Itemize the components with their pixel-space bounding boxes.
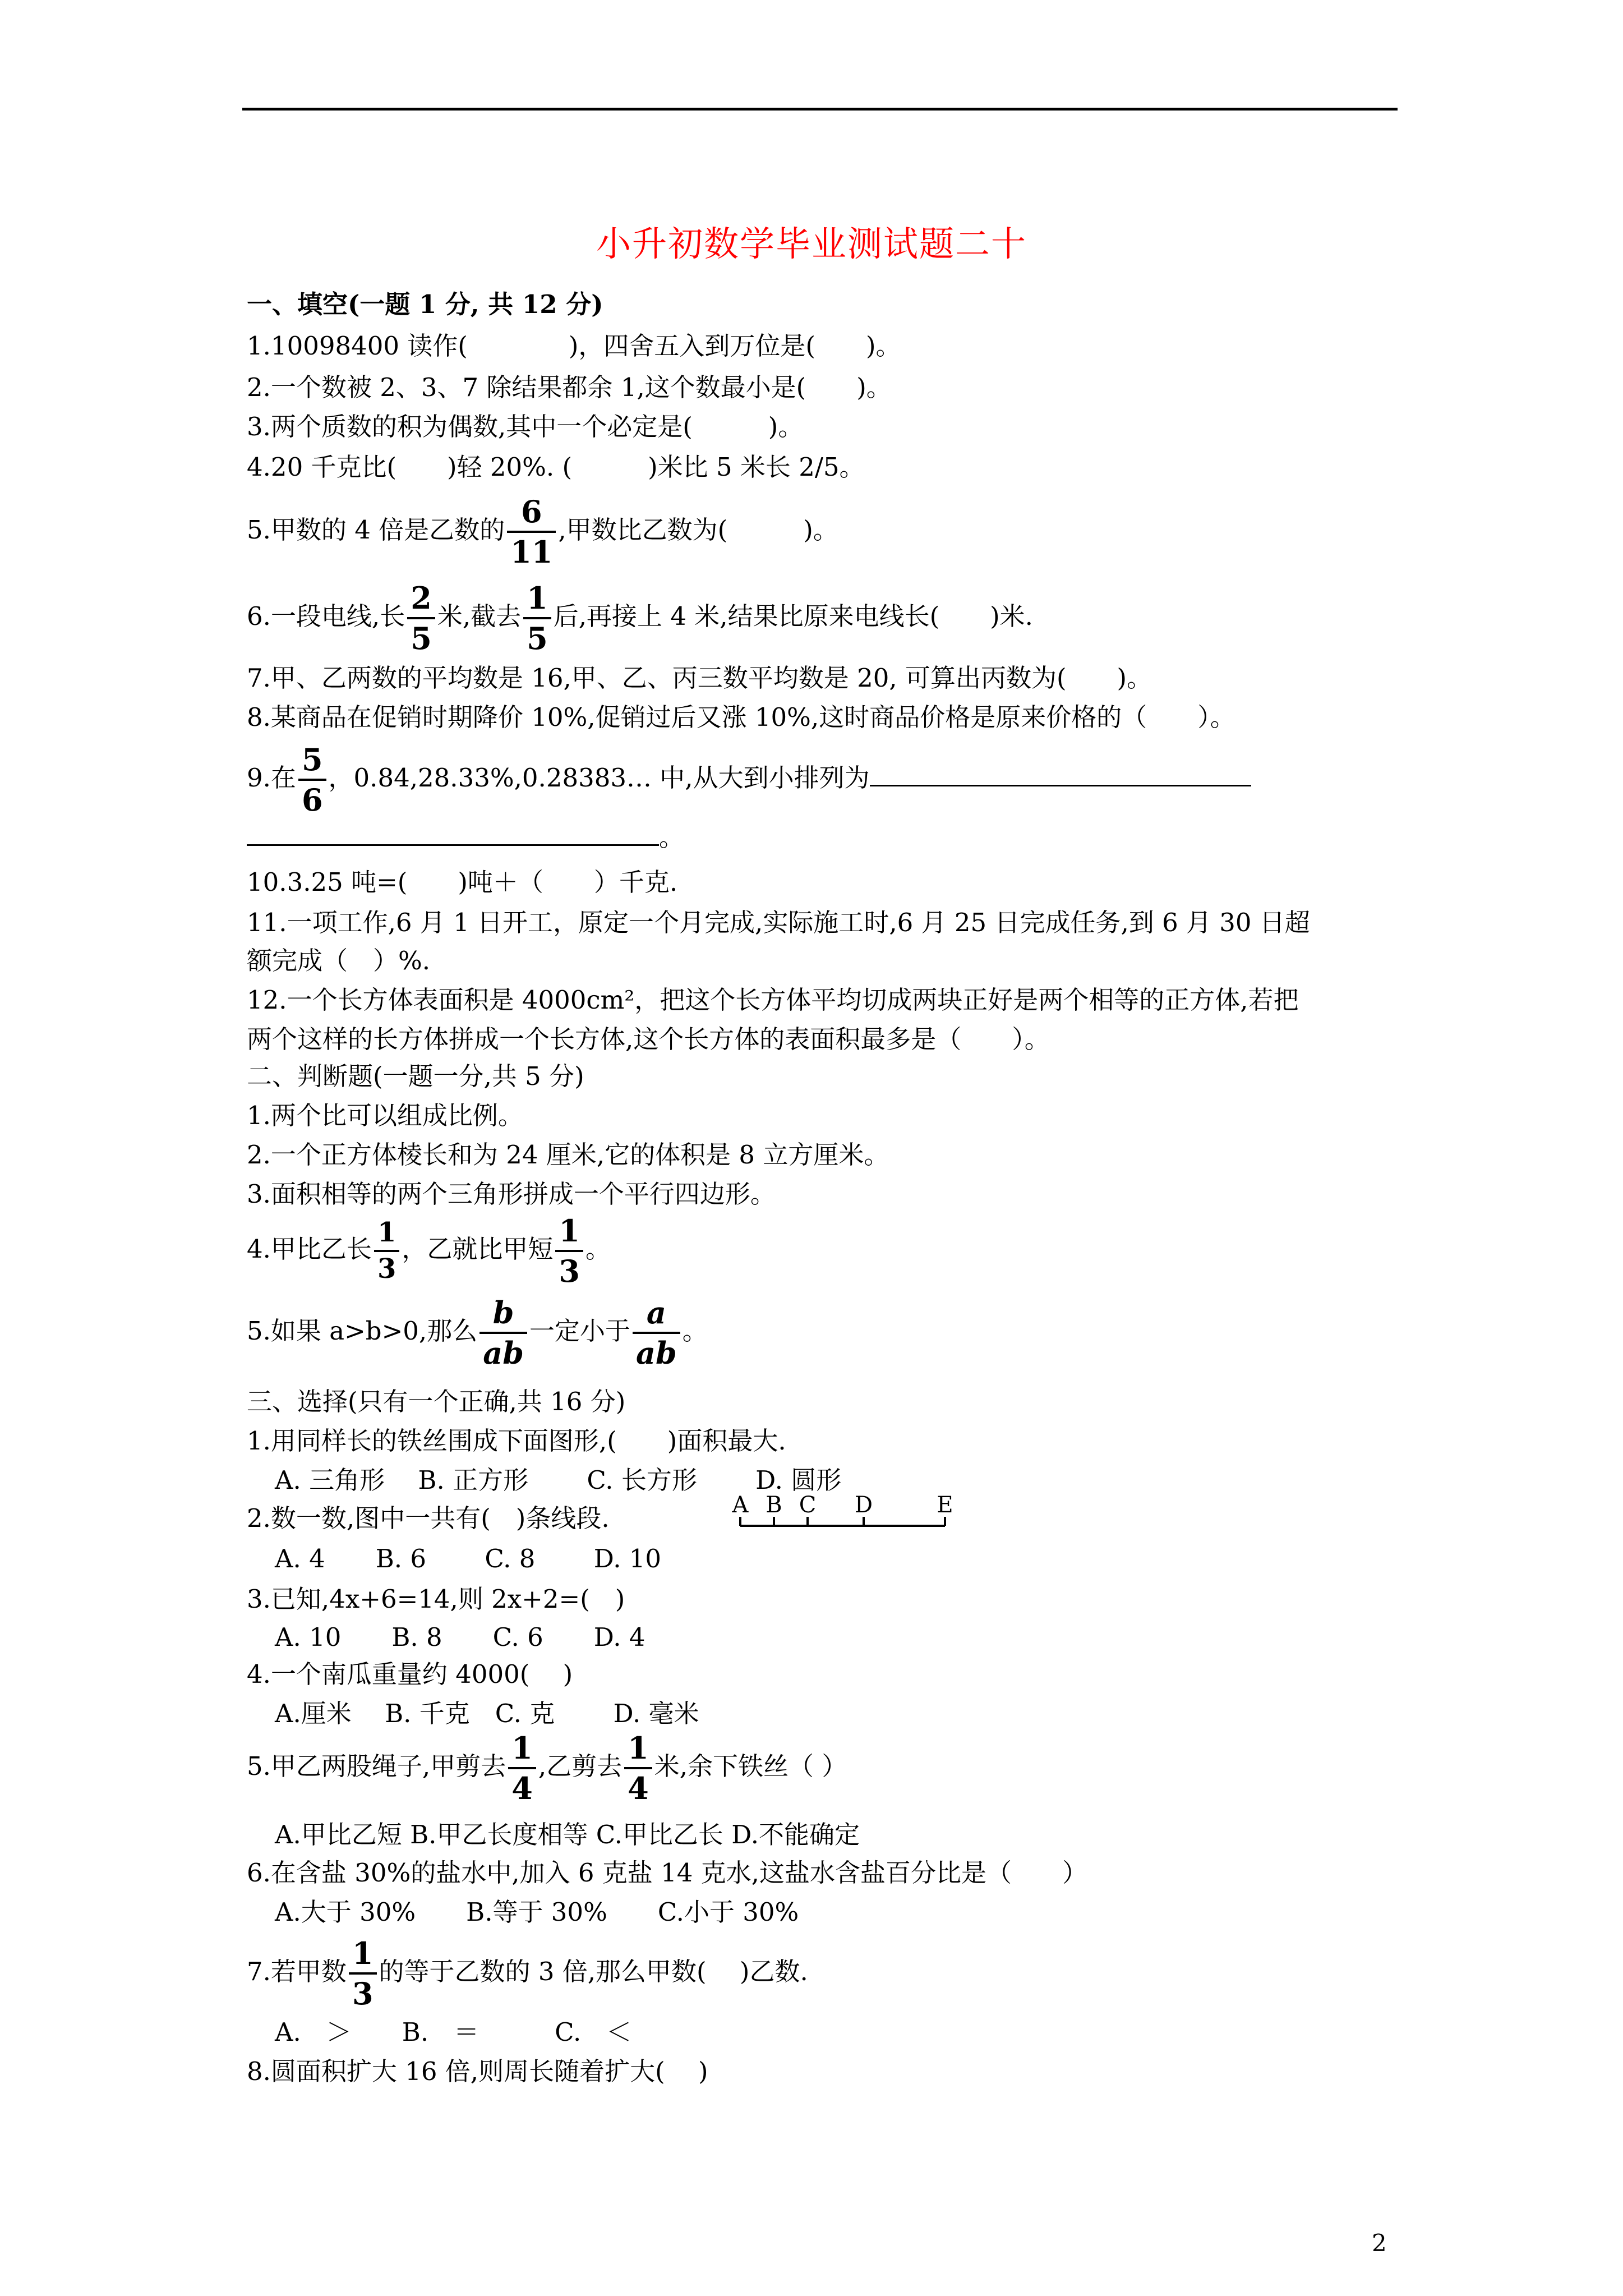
fraction xyxy=(508,1731,536,1806)
s3-q3-options: A. 10 B. 8 C. 6 D. 4 xyxy=(275,1622,645,1652)
s3-q4: 4.一个南瓜重量约 4000( ) xyxy=(247,1659,573,1689)
s1-q11-line1: 11.一项工作,6 月 1 日开工，原定一个月完成,实际施工时,6 月 25 日完成任务,到 6 月 30 日超 xyxy=(247,908,1310,937)
fraction-numerator: a xyxy=(646,1295,666,1331)
s1-q12-line1: 12.一个长方体表面积是 4000cm²，把这个长方体平均切成两块正好是两个相等的正方体,若把 xyxy=(247,985,1299,1015)
fraction-denominator: 6 xyxy=(301,782,323,818)
fraction xyxy=(523,581,551,656)
page-title: 小升初数学毕业测试题二十 xyxy=(596,223,1027,264)
s2-q4-pre: 4.甲比乙长 xyxy=(247,1234,372,1264)
s3-q3: 3.已知,4x+6=14,则 2x+2=( ) xyxy=(247,1584,625,1614)
fraction-denominator: 4 xyxy=(628,1770,649,1807)
s3-q1: 1.用同样长的铁丝围成下面图形,( )面积最大. xyxy=(247,1426,786,1456)
s1-q6 xyxy=(247,581,1033,656)
s1-q5 xyxy=(247,495,838,569)
answer-blank xyxy=(870,785,1251,786)
fraction-numerator: 2 xyxy=(411,580,432,616)
segment-point-label: A xyxy=(732,1492,749,1518)
fraction-denominator: ab xyxy=(483,1335,524,1372)
fraction-numerator: b xyxy=(492,1295,514,1331)
s3-q5-pre: 5.甲乙两股绳子,甲剪去 xyxy=(247,1751,506,1781)
s1-q9-cont xyxy=(247,822,685,852)
segment-point-label: C xyxy=(799,1492,817,1518)
segment-point-label: E xyxy=(937,1492,953,1518)
fraction-denominator: 5 xyxy=(527,620,548,657)
fraction-numerator: 1 xyxy=(511,1730,533,1766)
section1-heading: 一、填空(一题 1 分, 共 12 分) xyxy=(247,289,603,319)
fraction-numerator: 1 xyxy=(377,1216,396,1248)
s3-q5-post: 米,余下铁丝（ ） xyxy=(654,1751,847,1781)
s1-q8: 8.某商品在促销时期降价 10%,促销过后又涨 10%,这时商品价格是原来价格的（ ）。 xyxy=(247,702,1235,732)
fraction xyxy=(374,1218,399,1285)
s1-q9-pre: 9.在 xyxy=(247,762,296,793)
s3-q6-options: A.大于 30% B.等于 30% C.小于 30% xyxy=(275,1897,799,1927)
s3-q1-options: A. 三角形 B. 正方形 C. 长方形 D. 圆形 xyxy=(275,1465,842,1495)
fraction-denominator: 4 xyxy=(511,1770,533,1807)
segment-point-label: B xyxy=(766,1492,782,1518)
fraction-denominator: 11 xyxy=(510,534,553,570)
page-number: 2 xyxy=(1372,2229,1387,2257)
fraction-numerator: 6 xyxy=(520,494,542,530)
s2-q4-post: 。 xyxy=(585,1234,611,1264)
fraction-numerator: 1 xyxy=(527,580,548,616)
fraction-denominator: ab xyxy=(635,1335,677,1372)
segment-point-label: D xyxy=(854,1492,873,1518)
fraction xyxy=(624,1731,652,1806)
fraction-denominator: 3 xyxy=(377,1253,396,1285)
fraction-numerator: 1 xyxy=(559,1213,580,1249)
s2-q2: 2.一个正方体棱长和为 24 厘米,它的体积是 8 立方厘米。 xyxy=(247,1140,889,1170)
s1-q6-pre: 6.一段电线,长 xyxy=(247,601,405,631)
s3-q8: 8.圆面积扩大 16 倍,则周长随着扩大( ) xyxy=(247,2056,708,2086)
s1-q10: 10.3.25 吨=( )吨＋（ ）千克. xyxy=(247,867,678,897)
fraction xyxy=(633,1296,680,1370)
s1-q9 xyxy=(247,743,1251,817)
s2-q4 xyxy=(247,1214,611,1289)
s1-q1: 1.10098400 读作( )，四舍五入到万位是( )。 xyxy=(247,331,901,361)
s1-q12-line2: 两个这样的长方体拼成一个长方体,这个长方体的表面积最多是（ ）。 xyxy=(247,1024,1050,1054)
s3-q4-options: A.厘米 B. 千克 C. 克 D. 毫米 xyxy=(275,1699,699,1728)
fraction-numerator: 5 xyxy=(301,742,323,777)
fraction-numerator: 1 xyxy=(628,1730,649,1766)
s1-q2: 2.一个数被 2、3、7 除结果都余 1,这个数最小是( )。 xyxy=(247,372,892,402)
s3-q7-post: 的等于乙数的 3 倍,那么甲数( )乙数. xyxy=(379,1956,808,1986)
s3-q7-options: A. ＞ B. ＝ C. ＜ xyxy=(275,2017,632,2047)
s1-q5-post: ,甲数比乙数为( )。 xyxy=(558,514,838,545)
fraction xyxy=(349,1936,377,2011)
header-rule xyxy=(242,108,1398,111)
line-segment-diagram xyxy=(729,1492,953,1537)
s3-q2: 2.数一数,图中一共有( )条线段. xyxy=(247,1503,610,1533)
s2-q5-post: 。 xyxy=(682,1315,708,1346)
s1-q6-mid: 米,截去 xyxy=(437,601,522,631)
s2-q5 xyxy=(247,1296,708,1370)
s2-q5-pre: 5.如果 a>b>0,那么 xyxy=(247,1315,478,1346)
s3-q7 xyxy=(247,1936,808,2011)
s1-q6-post: 后,再接上 4 米,结果比原来电线长( )米. xyxy=(553,601,1033,631)
s2-q3: 3.面积相等的两个三角形拼成一个平行四边形。 xyxy=(247,1179,776,1209)
fraction-denominator: 3 xyxy=(352,1976,374,2012)
answer-blank xyxy=(247,844,659,846)
fraction-denominator: 3 xyxy=(559,1253,580,1290)
s1-q9-end: 。 xyxy=(659,822,685,852)
s1-q9-post: ，0.84,28.33%,0.28383… 中,从大到小排列为 xyxy=(328,762,870,793)
s2-q4-mid: ，乙就比甲短 xyxy=(402,1234,554,1264)
s1-q7: 7.甲、乙两数的平均数是 16,甲、乙、丙三数平均数是 20, 可算出丙数为( )。 xyxy=(247,663,1152,693)
s3-q5-options: A.甲比乙短 B.甲乙长度相等 C.甲比乙长 D.不能确定 xyxy=(275,1820,860,1849)
s2-q5-mid: 一定小于 xyxy=(529,1315,630,1346)
fraction xyxy=(298,743,326,817)
fraction xyxy=(479,1296,527,1370)
s3-q2-options: A. 4 B. 6 C. 8 D. 10 xyxy=(275,1544,662,1573)
fraction xyxy=(507,495,556,569)
s1-q11-line2: 额完成（ ）%. xyxy=(247,946,431,976)
section3-heading: 三、选择(只有一个正确,共 16 分) xyxy=(247,1387,626,1416)
s1-q4: 4.20 千克比( )轻 20%. ( )米比 5 米长 2/5。 xyxy=(247,452,865,482)
s1-q3: 3.两个质数的积为偶数,其中一个必定是( )。 xyxy=(247,412,804,441)
fraction xyxy=(555,1214,583,1289)
fraction-numerator: 1 xyxy=(352,1935,374,1971)
section2-heading: 二、判断题(一题一分,共 5 分) xyxy=(247,1061,584,1091)
fraction xyxy=(407,581,435,656)
fraction-denominator: 5 xyxy=(411,620,432,657)
s2-q1: 1.两个比可以组成比例。 xyxy=(247,1101,523,1130)
s3-q7-pre: 7.若甲数 xyxy=(247,1956,347,1986)
s3-q5-mid: ,乙剪去 xyxy=(538,1751,623,1781)
s1-q5-pre: 5.甲数的 4 倍是乙数的 xyxy=(247,514,505,545)
s3-q5 xyxy=(247,1731,847,1806)
s3-q6: 6.在含盐 30%的盐水中,加入 6 克盐 14 克水,这盐水含盐百分比是（ ） xyxy=(247,1858,1087,1888)
